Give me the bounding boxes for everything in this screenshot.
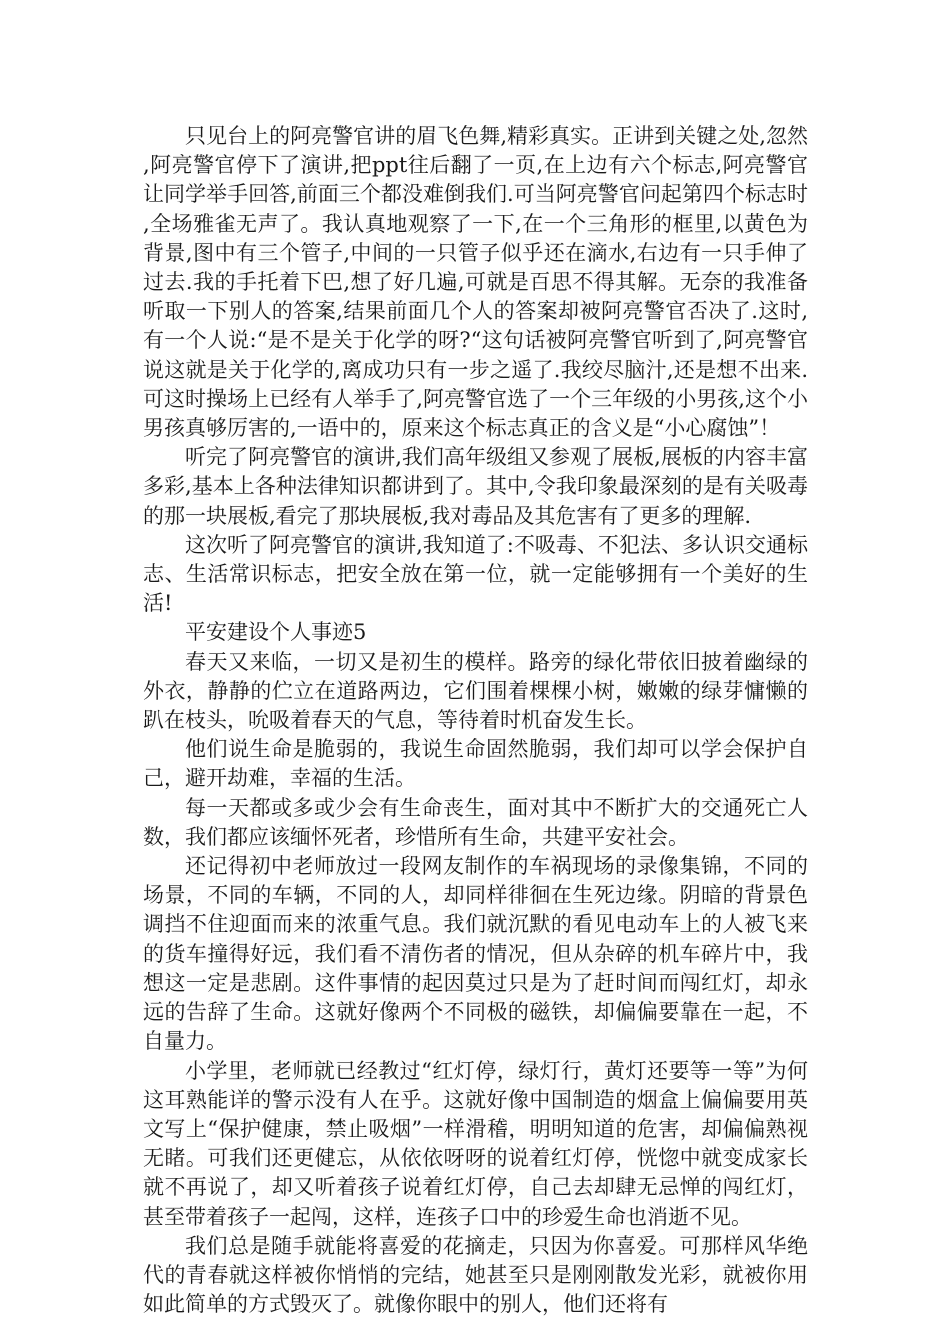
- paragraph-exhibition: 听完了阿亮警官的演讲,我们高年级组又参观了展板,展板的内容丰富多彩,基本上各种法律知识都讲到了。其中,令我印象最深刻的是有关吸毒的那一块展板,看完了那块展板,我对毒品及其危害有了更多的理解.: [143, 445, 808, 528]
- paragraph-life-fragile: 他们说生命是脆弱的，我说生命固然脆弱，我们却可以学会保护自己，避开劫难，幸福的生活。: [143, 737, 808, 791]
- paragraph-traffic-deaths: 每一天都或多或少会有生命丧生，面对其中不断扩大的交通死亡人数，我们都应该缅怀死者，珍惜所有生命，共建平安社会。: [143, 795, 808, 849]
- paragraph-police-talk: 只见台上的阿亮警官讲的眉飞色舞,精彩真实。正讲到关键之处,忽然,阿亮警官停下了演讲,把ppt往后翻了一页,在上边有六个标志,阿亮警官让同学举手回答,前面三个都没难倒我们.可当阿亮警官问起第四个标志时,全场雅雀无声了。我认真地观察了一下,在一个三角形的框里,以黄色为背景,图中有三个管子,中间的一只管子似乎还在滴水,右边有一只手伸了过去.我的手托着下巴,想了好几遍,可就是百思不得其解。无奈的我准备听取一下别人的答案,结果前面几个人的答案却被阿亮警官否决了.这时,有一个人说:“是不是关于化学的呀?“这句话被阿亮警官听到了,阿亮警官说这就是关于化学的,离成功只有一步之遥了.我绞尽脑汁,还是想不出来.可这时操场上已经有人举手了,阿亮警官选了一个三年级的小男孩,这个小男孩真够厉害的,一语中的，原来这个标志真正的含义是“小心腐蚀”！: [143, 124, 808, 441]
- paragraph-conclusion: 这次听了阿亮警官的演讲,我知道了:不吸毒、不犯法、多认识交通标志、生活常识标志，把安全放在第一位，就一定能够拥有一个美好的生活!: [143, 532, 808, 616]
- paragraph-flowers: 我们总是随手就能将喜爱的花摘走，只因为你喜爱。可那样风华绝代的青春就这样被你悄悄的完结，她甚至只是刚刚散发光彩，就被你用如此简单的方式毁灭了。就像你眼中的别人，他们还将有: [143, 1233, 808, 1317]
- paragraph-spring: 春天又来临，一切又是初生的模样。路旁的绿化带依旧披着幽绿的外衣，静静的伫立在道路两边，它们围着棵棵小树，嫩嫩的绿芽慵懒的趴在枝头，吮吸着春天的气息，等待着时机奋发生长。: [143, 649, 808, 733]
- paragraph-traffic-lights: 小学里，老师就已经教过“红灯停，绿灯行，黄灯还要等一等”为何这耳熟能详的警示没有人在乎。这就好像中国制造的烟盒上偏偏要用英文写上“保护健康，禁止吸烟”一样滑稽，明明知道的危害，却偏偏熟视无睹。可我们还更健忘，从依依呀呀的说着红灯停，恍惚中就变成家长就不再说了，却又听着孩子说着红灯停，自己去却肆无忌惮的闯红灯，甚至带着孩子一起闯，这样，连孩子口中的珍爱生命也消逝不见。: [143, 1058, 808, 1229]
- section-heading: 平安建设个人事迹5: [185, 620, 367, 645]
- document-page: [143, 122, 808, 1319]
- paragraph-accident-video: 还记得初中老师放过一段网友制作的车祸现场的录像集锦，不同的场景，不同的车辆，不同的人，却同样徘徊在生死边缘。阴暗的背景色调挡不住迎面而来的浓重气息。我们就沉默的看见电动车上的人被飞来的货车撞得好远，我们看不清伤者的情况，但从杂碎的机车碎片中，我想这一定是悲剧。这件事情的起因莫过只是为了赶时间而闯红灯，却永远的告辞了生命。这就好像两个不同极的磁铁，却偏偏要靠在一起，不自量力。: [143, 854, 808, 1054]
